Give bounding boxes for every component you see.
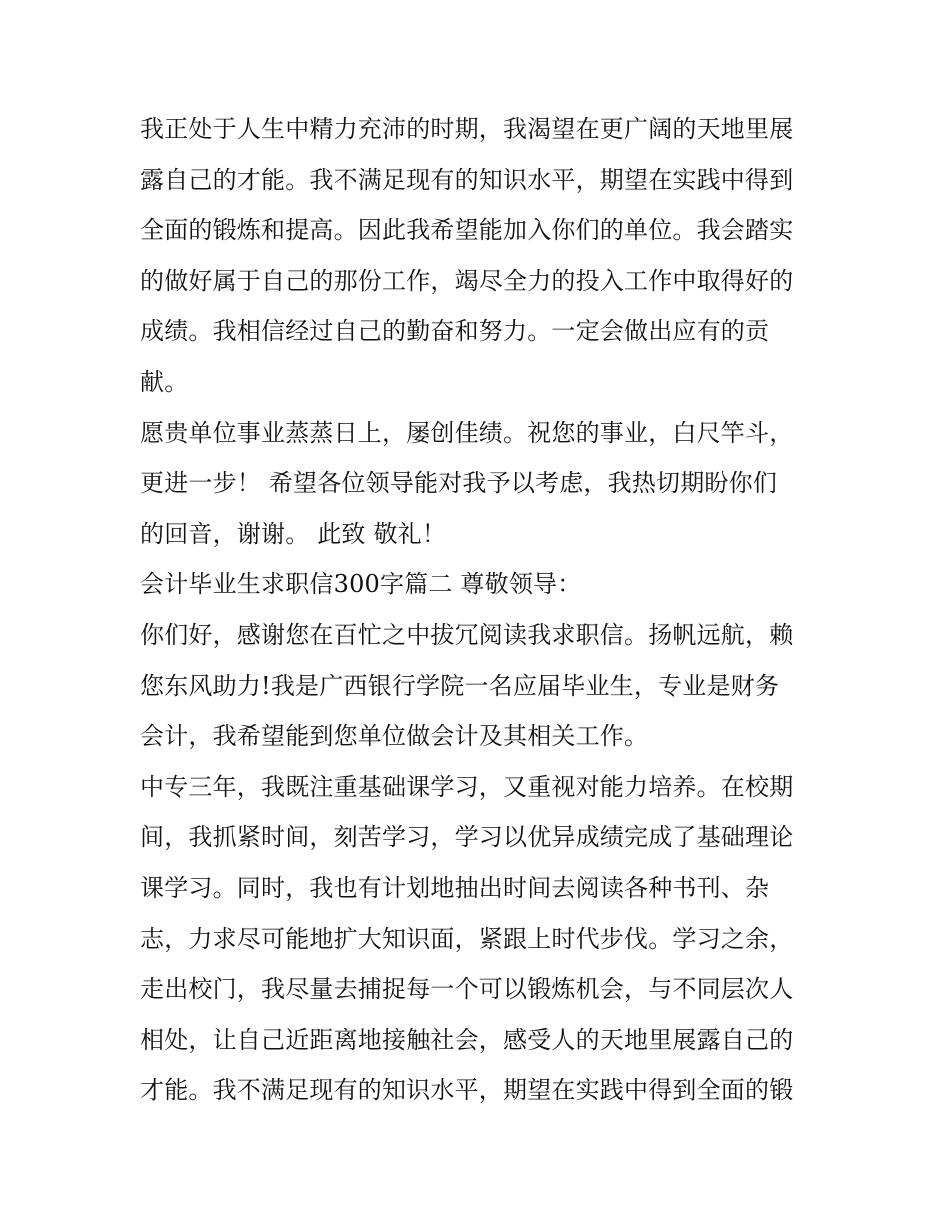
document-body [140,104,820,1116]
text-line: 志，力求尽可能地扩大知识面，紧跟上时代步伐。学习之余， [140,924,794,953]
text-line: 相处，让自己近距离地接触社会，感受人的天地里展露自己的 [140,1025,794,1054]
text-line: 的做好属于自己的那份工作，竭尽全力的投入工作中取得好的 [140,266,794,295]
section-heading: 会计毕业生求职信300字篇二 尊敬领导： [140,570,582,599]
text-line: 愿贵单位事业蒸蒸日上，屡创佳绩。祝您的事业，白尺竿斗， [140,418,794,447]
text-line: 全面的锻炼和提高。因此我希望能加入你们的单位。我会踏实 [140,216,794,245]
text-line: 课学习。同时，我也有计划地抽出时间去阅读各种书刊、杂 [140,873,770,902]
text-line: 才能。我不满足现有的知识水平，期望在实践中得到全面的锻 [140,1076,794,1105]
text-line: 更进一步！ 希望各位领导能对我予以考虑，我热切期盼你们 [140,469,778,498]
text-line: 会计，我希望能到您单位做会计及其相关工作。 [140,722,649,751]
text-line: 间，我抓紧时间，刻苦学习，学习以优异成绩完成了基础理论 [140,823,794,852]
text-line: 您东风助力!我是广西银行学院一名应届毕业生，专业是财务 [140,671,780,700]
text-line: 走出校门，我尽量去捕捉每一个可以锻炼机会，与不同层次人 [140,975,794,1004]
text-line: 成绩。我相信经过自己的勤奋和努力。一定会做出应有的贡 [140,317,770,346]
text-line: 献。 [140,367,189,396]
text-line: 我正处于人生中精力充沛的时期，我渴望在更广阔的天地里展 [140,115,794,143]
text-line: 露自己的才能。我不满足现有的知识水平，期望在实践中得到 [140,165,794,194]
text-line: 的回音，谢谢。 此致 敬礼！ [140,519,447,548]
text-line: 中专三年，我既注重基础课学习，又重视对能力培养。在校期 [140,772,794,801]
text-line: 你们好，感谢您在百忙之中拔冗阅读我求职信。扬帆远航，赖 [140,620,794,649]
